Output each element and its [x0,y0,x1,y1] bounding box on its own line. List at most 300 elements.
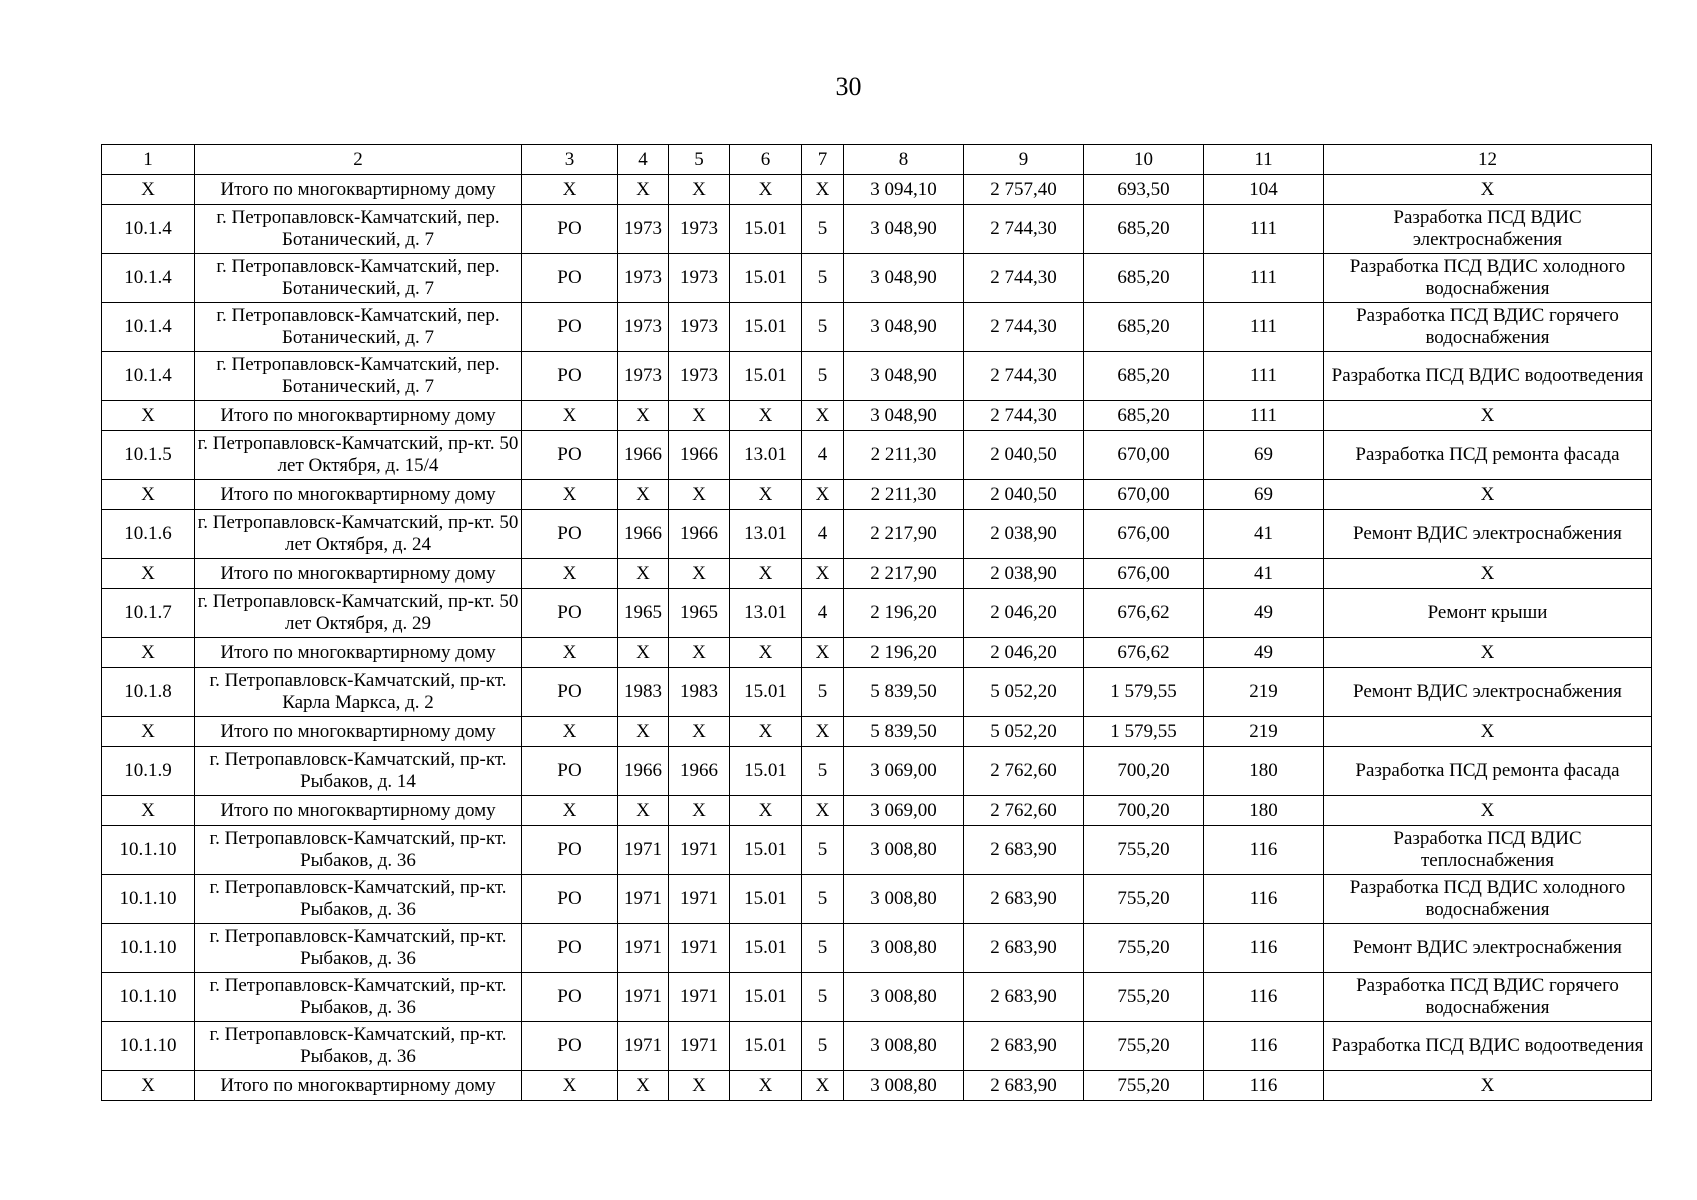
floors-cell: 5 [802,352,844,401]
column-header-12: 12 [1324,145,1652,175]
column-header-3: 3 [522,145,618,175]
work-type-cell: Разработка ПСД ремонта фасада [1324,747,1652,796]
owner-type-cell: РО [522,303,618,352]
residents-cell: 69 [1204,431,1324,480]
cost-cell: 755,20 [1084,1022,1204,1071]
living-area-cell: 2 757,40 [964,175,1084,205]
residents-cell: 41 [1204,510,1324,559]
floors-cell: Х [802,717,844,747]
residents-cell: 116 [1204,1022,1324,1071]
commission-year-cell: 1966 [618,510,669,559]
owner-type-cell: РО [522,589,618,638]
table-row [102,668,1652,717]
residents-cell: 116 [1204,1071,1324,1101]
address-cell: г. Петропавловск-Камчатский, пр-кт. Рыбаков, д. 36 [195,973,522,1022]
address-cell: Итого по многоквартирному дому [195,401,522,431]
commission-year-cell: Х [618,175,669,205]
commission-year-cell: Х [618,480,669,510]
table-header-row [102,145,1652,175]
residents-cell: 180 [1204,747,1324,796]
floors-cell: 5 [802,875,844,924]
column-header-2: 2 [195,145,522,175]
address-cell: Итого по многоквартирному дому [195,717,522,747]
item-number-cell: 10.1.5 [102,431,195,480]
owner-type-cell: Х [522,401,618,431]
commission-year-cell: Х [618,401,669,431]
commission-year-cell: Х [618,796,669,826]
total-row [102,1071,1652,1101]
total-area-cell: 3 008,80 [844,1071,964,1101]
commission-year-cell: 1971 [618,826,669,875]
floors-cell: 5 [802,205,844,254]
commission-year-cell: 1983 [618,668,669,717]
commission-year-cell: 1973 [618,303,669,352]
residents-cell: 111 [1204,352,1324,401]
address-cell: г. Петропавловск-Камчатский, пер. Ботанический, д. 7 [195,254,522,303]
item-number-cell: Х [102,796,195,826]
table-row [102,924,1652,973]
commission-year-cell: 1971 [618,973,669,1022]
total-area-cell: 3 008,80 [844,1022,964,1071]
cost-cell: 670,00 [1084,480,1204,510]
total-area-cell: 3 048,90 [844,205,964,254]
living-area-cell: 2 683,90 [964,924,1084,973]
owner-type-cell: РО [522,254,618,303]
commission-year-cell: 1971 [618,875,669,924]
column-header-10: 10 [1084,145,1204,175]
cost-cell: 676,00 [1084,510,1204,559]
total-row [102,717,1652,747]
living-area-cell: 2 683,90 [964,826,1084,875]
commission-year-cell: 1971 [618,1022,669,1071]
living-area-cell: 2 046,20 [964,589,1084,638]
total-area-cell: 3 008,80 [844,875,964,924]
address-cell: Итого по многоквартирному дому [195,796,522,826]
work-type-cell: Х [1324,1071,1652,1101]
total-area-cell: 2 196,20 [844,589,964,638]
build-year-cell: 1973 [669,254,730,303]
floors-cell: 4 [802,510,844,559]
work-type-cell: Разработка ПСД ВДИС горячего водоснабжения [1324,973,1652,1022]
item-number-cell: 10.1.9 [102,747,195,796]
commission-year-cell: 1971 [618,924,669,973]
column-header-11: 11 [1204,145,1324,175]
build-year-cell: 1973 [669,303,730,352]
address-cell: г. Петропавловск-Камчатский, пр-кт. Карла Маркса, д. 2 [195,668,522,717]
residents-cell: 116 [1204,875,1324,924]
floors-cell: Х [802,480,844,510]
cost-cell: 676,00 [1084,559,1204,589]
cost-cell: 1 579,55 [1084,717,1204,747]
total-area-cell: 3 069,00 [844,796,964,826]
address-cell: г. Петропавловск-Камчатский, пр-кт. Рыбаков, д. 36 [195,826,522,875]
floors-cell: 5 [802,747,844,796]
wall-material-cell: 15.01 [730,973,802,1022]
table-row [102,431,1652,480]
work-type-cell: Разработка ПСД ВДИС электроснабжения [1324,205,1652,254]
cost-cell: 755,20 [1084,924,1204,973]
residents-cell: 111 [1204,401,1324,431]
item-number-cell: 10.1.10 [102,1022,195,1071]
owner-type-cell: РО [522,924,618,973]
cost-cell: 700,20 [1084,747,1204,796]
table-row [102,973,1652,1022]
wall-material-cell: 15.01 [730,1022,802,1071]
residents-cell: 41 [1204,559,1324,589]
floors-cell: 5 [802,303,844,352]
total-area-cell: 3 048,90 [844,254,964,303]
wall-material-cell: Х [730,638,802,668]
total-area-cell: 5 839,50 [844,717,964,747]
residents-cell: 104 [1204,175,1324,205]
item-number-cell: 10.1.4 [102,352,195,401]
owner-type-cell: РО [522,510,618,559]
build-year-cell: Х [669,717,730,747]
owner-type-cell: Х [522,175,618,205]
page-number: 30 [835,72,862,101]
wall-material-cell: Х [730,1071,802,1101]
wall-material-cell: 13.01 [730,510,802,559]
cost-cell: 755,20 [1084,875,1204,924]
wall-material-cell: Х [730,401,802,431]
living-area-cell: 2 038,90 [964,559,1084,589]
owner-type-cell: РО [522,973,618,1022]
work-type-cell: Х [1324,559,1652,589]
owner-type-cell: Х [522,1071,618,1101]
residents-cell: 219 [1204,717,1324,747]
cost-cell: 685,20 [1084,303,1204,352]
cost-cell: 685,20 [1084,254,1204,303]
commission-year-cell: Х [618,638,669,668]
work-type-cell: Разработка ПСД ВДИС теплоснабжения [1324,826,1652,875]
cost-cell: 693,50 [1084,175,1204,205]
residents-cell: 180 [1204,796,1324,826]
work-type-cell: Ремонт ВДИС электроснабжения [1324,924,1652,973]
total-area-cell: 2 211,30 [844,431,964,480]
work-type-cell: Х [1324,401,1652,431]
build-year-cell: Х [669,480,730,510]
item-number-cell: Х [102,401,195,431]
table-body [102,175,1652,1101]
item-number-cell: Х [102,175,195,205]
commission-year-cell: 1973 [618,254,669,303]
total-row [102,559,1652,589]
address-cell: Итого по многоквартирному дому [195,175,522,205]
item-number-cell: 10.1.7 [102,589,195,638]
residents-cell: 69 [1204,480,1324,510]
wall-material-cell: 15.01 [730,924,802,973]
work-type-cell: Разработка ПСД ВДИС водоотведения [1324,1022,1652,1071]
commission-year-cell: 1966 [618,747,669,796]
floors-cell: 5 [802,973,844,1022]
owner-type-cell: Х [522,796,618,826]
work-type-cell: Ремонт крыши [1324,589,1652,638]
total-area-cell: 5 839,50 [844,668,964,717]
total-area-cell: 2 217,90 [844,510,964,559]
build-year-cell: 1966 [669,431,730,480]
cost-cell: 755,20 [1084,826,1204,875]
work-type-cell: Х [1324,480,1652,510]
work-type-cell: Х [1324,175,1652,205]
item-number-cell: 10.1.10 [102,924,195,973]
owner-type-cell: РО [522,826,618,875]
wall-material-cell: 15.01 [730,303,802,352]
commission-year-cell: 1966 [618,431,669,480]
residents-cell: 49 [1204,638,1324,668]
wall-material-cell: Х [730,559,802,589]
address-cell: г. Петропавловск-Камчатский, пер. Ботанический, д. 7 [195,303,522,352]
total-area-cell: 3 008,80 [844,826,964,875]
column-header-7: 7 [802,145,844,175]
total-area-cell: 3 008,80 [844,973,964,1022]
build-year-cell: 1971 [669,875,730,924]
work-type-cell: Разработка ПСД ВДИС холодного водоснабжения [1324,254,1652,303]
residents-cell: 111 [1204,254,1324,303]
total-row [102,796,1652,826]
wall-material-cell: Х [730,480,802,510]
living-area-cell: 2 744,30 [964,401,1084,431]
cost-cell: 685,20 [1084,401,1204,431]
address-cell: г. Петропавловск-Камчатский, пр-кт. 50 лет Октября, д. 24 [195,510,522,559]
floors-cell: 5 [802,668,844,717]
owner-type-cell: РО [522,431,618,480]
address-cell: г. Петропавловск-Камчатский, пер. Ботанический, д. 7 [195,352,522,401]
column-header-8: 8 [844,145,964,175]
item-number-cell: 10.1.4 [102,254,195,303]
living-area-cell: 5 052,20 [964,668,1084,717]
living-area-cell: 2 744,30 [964,352,1084,401]
total-area-cell: 3 008,80 [844,924,964,973]
total-area-cell: 3 048,90 [844,401,964,431]
cost-cell: 1 579,55 [1084,668,1204,717]
wall-material-cell: 15.01 [730,254,802,303]
cost-cell: 755,20 [1084,973,1204,1022]
item-number-cell: Х [102,1071,195,1101]
table-row [102,352,1652,401]
living-area-cell: 2 040,50 [964,431,1084,480]
commission-year-cell: Х [618,559,669,589]
address-cell: г. Петропавловск-Камчатский, пр-кт. 50 лет Октября, д. 15/4 [195,431,522,480]
item-number-cell: 10.1.10 [102,875,195,924]
living-area-cell: 2 683,90 [964,1071,1084,1101]
build-year-cell: 1971 [669,826,730,875]
floors-cell: Х [802,559,844,589]
commission-year-cell: 1973 [618,352,669,401]
total-area-cell: 2 217,90 [844,559,964,589]
column-header-9: 9 [964,145,1084,175]
table-row [102,1022,1652,1071]
work-type-cell: Х [1324,717,1652,747]
floors-cell: Х [802,638,844,668]
work-type-cell: Разработка ПСД ремонта фасада [1324,431,1652,480]
total-row [102,480,1652,510]
commission-year-cell: 1965 [618,589,669,638]
work-type-cell: Х [1324,796,1652,826]
owner-type-cell: РО [522,1022,618,1071]
living-area-cell: 2 744,30 [964,205,1084,254]
floors-cell: 5 [802,924,844,973]
address-cell: Итого по многоквартирному дому [195,1071,522,1101]
address-cell: Итого по многоквартирному дому [195,480,522,510]
work-type-cell: Х [1324,638,1652,668]
column-header-1: 1 [102,145,195,175]
table-row [102,303,1652,352]
wall-material-cell: 15.01 [730,205,802,254]
item-number-cell: 10.1.10 [102,826,195,875]
wall-material-cell: Х [730,717,802,747]
living-area-cell: 5 052,20 [964,717,1084,747]
build-year-cell: 1965 [669,589,730,638]
cost-cell: 755,20 [1084,1071,1204,1101]
total-area-cell: 2 196,20 [844,638,964,668]
total-area-cell: 3 048,90 [844,352,964,401]
build-year-cell: 1973 [669,205,730,254]
residents-cell: 116 [1204,973,1324,1022]
work-type-cell: Разработка ПСД ВДИС холодного водоснабжения [1324,875,1652,924]
cost-cell: 676,62 [1084,638,1204,668]
address-cell: Итого по многоквартирному дому [195,638,522,668]
address-cell: г. Петропавловск-Камчатский, пр-кт. Рыбаков, д. 36 [195,924,522,973]
build-year-cell: 1973 [669,352,730,401]
floors-cell: 5 [802,254,844,303]
wall-material-cell: Х [730,796,802,826]
build-year-cell: 1966 [669,510,730,559]
wall-material-cell: 15.01 [730,747,802,796]
wall-material-cell: 15.01 [730,826,802,875]
item-number-cell: 10.1.4 [102,303,195,352]
living-area-cell: 2 040,50 [964,480,1084,510]
build-year-cell: Х [669,175,730,205]
owner-type-cell: Х [522,638,618,668]
cost-cell: 685,20 [1084,352,1204,401]
living-area-cell: 2 683,90 [964,1022,1084,1071]
total-area-cell: 3 069,00 [844,747,964,796]
cost-cell: 676,62 [1084,589,1204,638]
work-type-cell: Ремонт ВДИС электроснабжения [1324,510,1652,559]
owner-type-cell: РО [522,668,618,717]
table-row [102,589,1652,638]
item-number-cell: 10.1.4 [102,205,195,254]
wall-material-cell: 15.01 [730,352,802,401]
table-row [102,205,1652,254]
residents-cell: 111 [1204,303,1324,352]
residents-cell: 219 [1204,668,1324,717]
table-row [102,747,1652,796]
floors-cell: 4 [802,589,844,638]
item-number-cell: 10.1.10 [102,973,195,1022]
total-row [102,401,1652,431]
item-number-cell: Х [102,480,195,510]
wall-material-cell: 15.01 [730,668,802,717]
address-cell: Итого по многоквартирному дому [195,559,522,589]
total-row [102,638,1652,668]
address-cell: г. Петропавловск-Камчатский, пр-кт. 50 лет Октября, д. 29 [195,589,522,638]
item-number-cell: Х [102,638,195,668]
total-area-cell: 2 211,30 [844,480,964,510]
residents-cell: 49 [1204,589,1324,638]
owner-type-cell: РО [522,205,618,254]
floors-cell: 4 [802,431,844,480]
address-cell: г. Петропавловск-Камчатский, пр-кт. Рыбаков, д. 14 [195,747,522,796]
cost-cell: 685,20 [1084,205,1204,254]
build-year-cell: Х [669,638,730,668]
living-area-cell: 2 744,30 [964,254,1084,303]
table-row [102,254,1652,303]
column-header-4: 4 [618,145,669,175]
owner-type-cell: Х [522,717,618,747]
living-area-cell: 2 038,90 [964,510,1084,559]
residents-cell: 116 [1204,924,1324,973]
floors-cell: 5 [802,1022,844,1071]
total-area-cell: 3 094,10 [844,175,964,205]
work-type-cell: Ремонт ВДИС электроснабжения [1324,668,1652,717]
wall-material-cell: Х [730,175,802,205]
wall-material-cell: 13.01 [730,431,802,480]
build-year-cell: Х [669,559,730,589]
commission-year-cell: 1973 [618,205,669,254]
column-header-6: 6 [730,145,802,175]
residents-cell: 116 [1204,826,1324,875]
cost-cell: 700,20 [1084,796,1204,826]
build-year-cell: 1971 [669,924,730,973]
living-area-cell: 2 683,90 [964,875,1084,924]
build-year-cell: 1971 [669,1022,730,1071]
total-area-cell: 3 048,90 [844,303,964,352]
work-type-cell: Разработка ПСД ВДИС горячего водоснабжения [1324,303,1652,352]
owner-type-cell: Х [522,559,618,589]
item-number-cell: 10.1.6 [102,510,195,559]
wall-material-cell: 13.01 [730,589,802,638]
floors-cell: Х [802,796,844,826]
living-area-cell: 2 683,90 [964,973,1084,1022]
build-year-cell: Х [669,401,730,431]
commission-year-cell: Х [618,1071,669,1101]
build-year-cell: 1983 [669,668,730,717]
wall-material-cell: 15.01 [730,875,802,924]
owner-type-cell: РО [522,352,618,401]
commission-year-cell: Х [618,717,669,747]
floors-cell: 5 [802,826,844,875]
work-type-cell: Разработка ПСД ВДИС водоотведения [1324,352,1652,401]
residents-cell: 111 [1204,205,1324,254]
item-number-cell: Х [102,717,195,747]
build-year-cell: 1971 [669,973,730,1022]
table-row [102,826,1652,875]
address-cell: г. Петропавловск-Камчатский, пр-кт. Рыбаков, д. 36 [195,1022,522,1071]
build-year-cell: 1966 [669,747,730,796]
build-year-cell: Х [669,796,730,826]
address-cell: г. Петропавловск-Камчатский, пер. Ботанический, д. 7 [195,205,522,254]
build-year-cell: Х [669,1071,730,1101]
item-number-cell: Х [102,559,195,589]
data-table [101,144,1652,1101]
column-header-5: 5 [669,145,730,175]
floors-cell: Х [802,1071,844,1101]
address-cell: г. Петропавловск-Камчатский, пр-кт. Рыбаков, д. 36 [195,875,522,924]
owner-type-cell: Х [522,480,618,510]
cost-cell: 670,00 [1084,431,1204,480]
living-area-cell: 2 046,20 [964,638,1084,668]
living-area-cell: 2 762,60 [964,747,1084,796]
living-area-cell: 2 762,60 [964,796,1084,826]
floors-cell: Х [802,175,844,205]
total-row [102,175,1652,205]
table-row [102,875,1652,924]
floors-cell: Х [802,401,844,431]
owner-type-cell: РО [522,875,618,924]
item-number-cell: 10.1.8 [102,668,195,717]
table-row [102,510,1652,559]
